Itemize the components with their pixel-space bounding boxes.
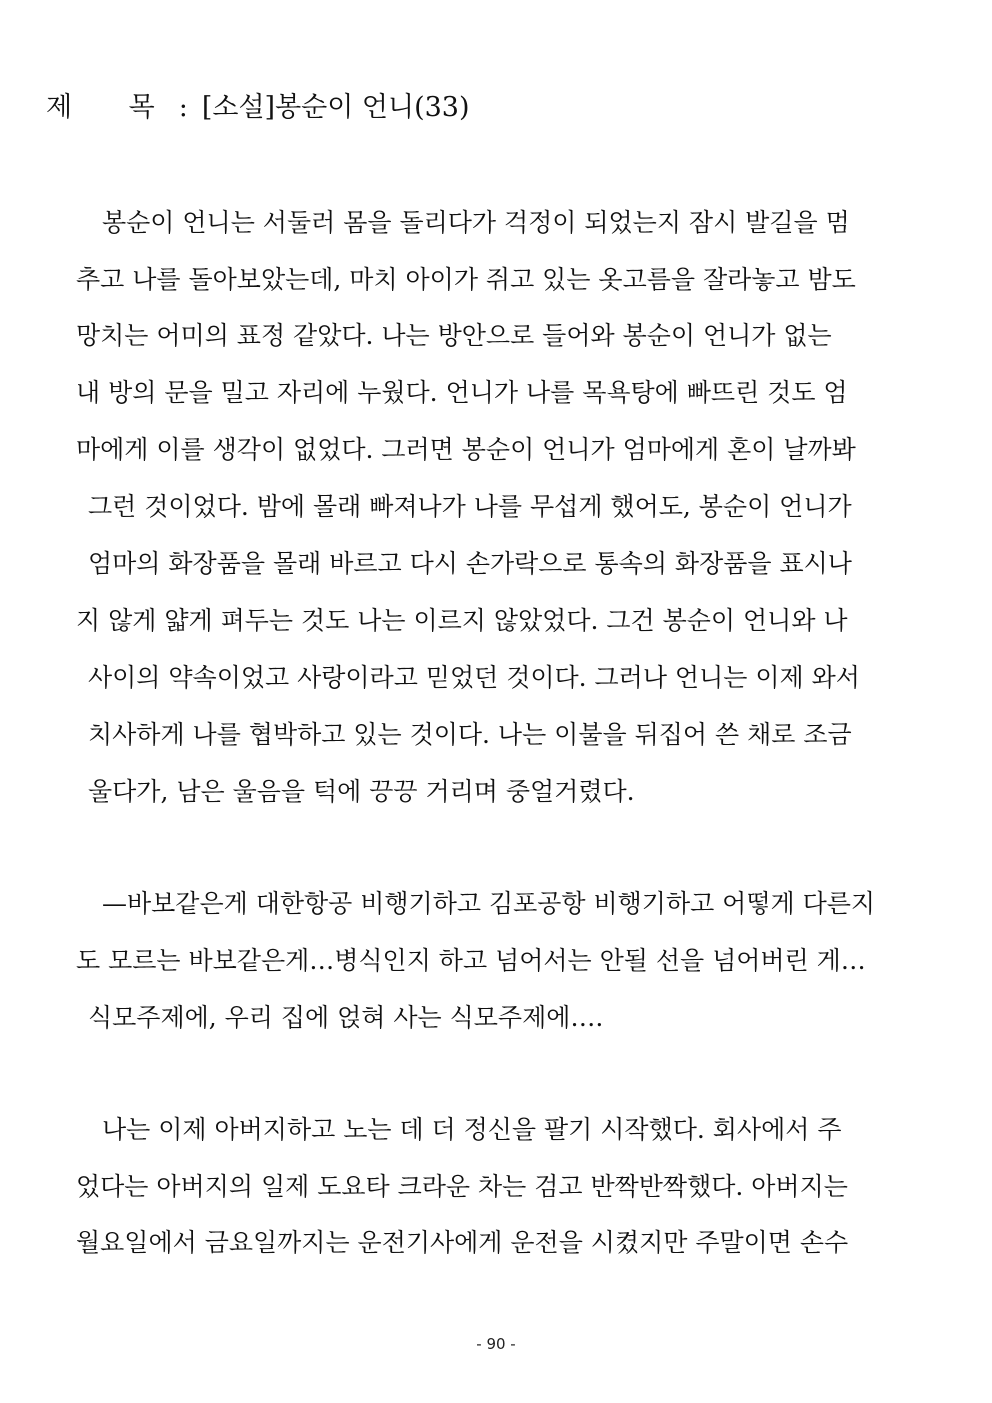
paragraph-line: 치사하게 나를 협박하고 있는 것이다. 나는 이불을 뒤집어 쓴 채로 조금 <box>88 720 852 749</box>
paragraph-line: 망치는 어미의 표정 같았다. 나는 방안으로 들어와 봉순이 언니가 없는 <box>76 321 832 350</box>
paragraph-line: 식모주제에, 우리 집에 얹혀 사는 식모주제에…. <box>88 1003 604 1032</box>
paragraph-line: 추고 나를 돌아보았는데, 마치 아이가 쥐고 있는 옷고름을 잘라놓고 밤도 <box>76 265 856 294</box>
paragraph-line: —바보같은게 대한항공 비행기하고 김포공항 비행기하고 어떻게 다른지 <box>102 889 876 918</box>
paragraph-line: 내 방의 문을 밀고 자리에 누웠다. 언니가 나를 목욕탕에 빠뜨린 것도 엄 <box>76 378 848 407</box>
page-number: - 90 - <box>476 1335 516 1353</box>
paragraph-line: 울다가, 남은 울음을 턱에 끙끙 거리며 중얼거렸다. <box>88 777 635 806</box>
title-separator: : <box>178 92 188 123</box>
paragraph-line: 봉순이 언니는 서둘러 몸을 돌리다가 걱정이 되었는지 잠시 발길을 멈 <box>102 208 850 237</box>
page-title: [소설]봉순이 언니(33) <box>201 92 470 123</box>
paragraph-line: 도 모르는 바보같은게…병식인지 하고 넘어서는 안될 선을 넘어버린 게… <box>76 946 866 975</box>
title-label: 제 목 <box>46 92 179 123</box>
paragraph-line: 그런 것이었다. 밤에 몰래 빠져나가 나를 무섭게 했어도, 봉순이 언니가 <box>88 492 852 521</box>
paragraph-line: 마에게 이를 생각이 없었다. 그러면 봉순이 언니가 엄마에게 혼이 날까봐 <box>76 435 856 464</box>
document-title-row <box>46 88 470 128</box>
paragraph-line: 었다는 아버지의 일제 도요타 크라운 차는 검고 반짝반짝했다. 아버지는 <box>76 1172 848 1201</box>
paragraph-line: 지 않게 얇게 펴두는 것도 나는 이르지 않았었다. 그건 봉순이 언니와 나 <box>76 606 848 635</box>
paragraph-line: 나는 이제 아버지하고 노는 데 더 정신을 팔기 시작했다. 회사에서 주 <box>102 1115 842 1144</box>
paragraph-line: 엄마의 화장품을 몰래 바르고 다시 손가락으로 통속의 화장품을 표시나 <box>88 549 852 578</box>
paragraph-line: 월요일에서 금요일까지는 운전기사에게 운전을 시켰지만 주말이면 손수 <box>76 1228 849 1257</box>
paragraph-line: 사이의 약속이었고 사랑이라고 믿었던 것이다. 그러나 언니는 이제 와서 <box>88 663 860 692</box>
